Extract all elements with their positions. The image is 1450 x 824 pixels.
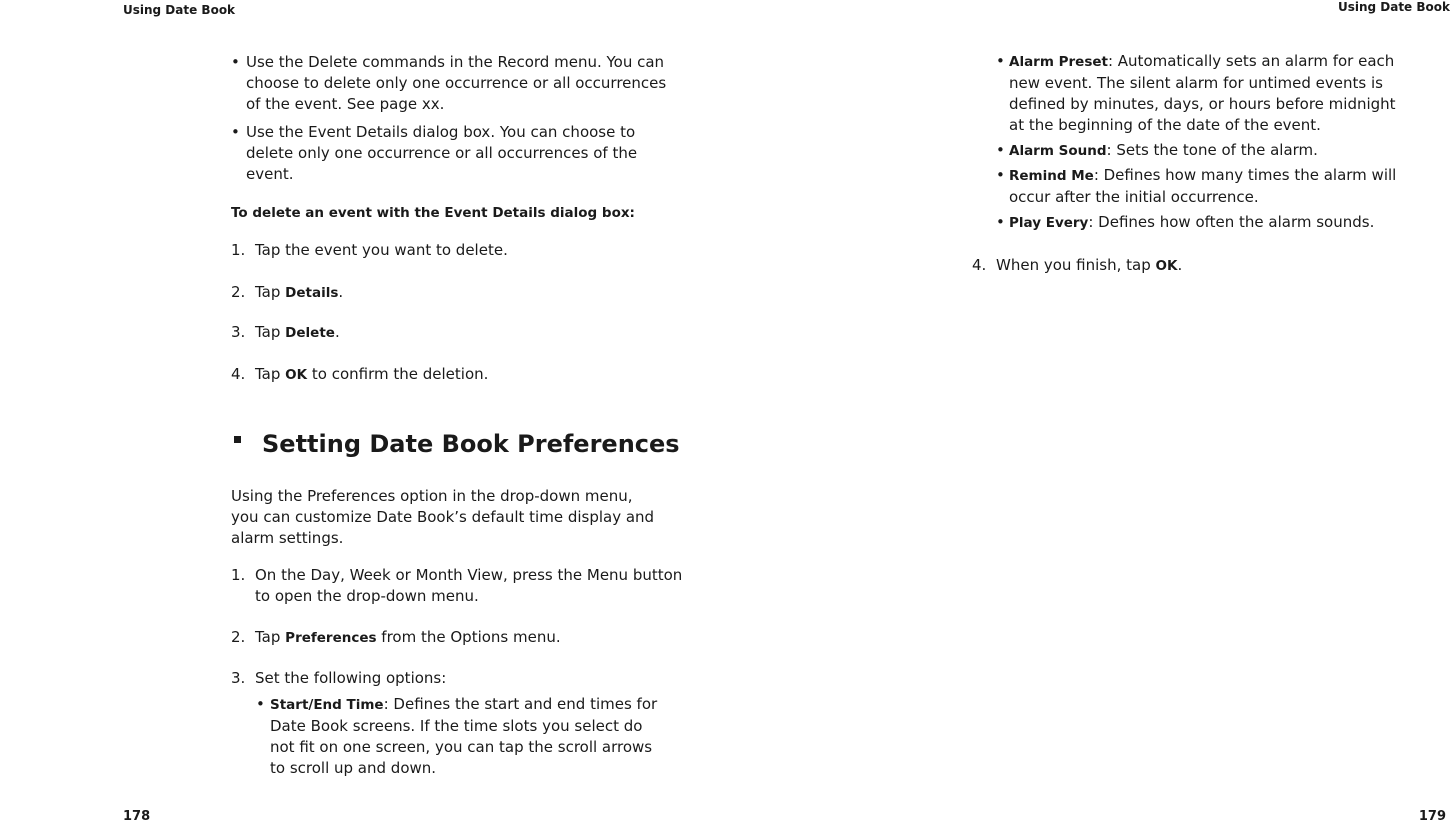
- right-page: [725, 0, 1450, 824]
- option-item: Start/End Time: Defines the start and end times for Date Book screens. If the time slots you select do not fit on one screen, you can tap the scroll arrows to scroll up and down.: [270, 695, 658, 777]
- step-number: 3.: [231, 323, 246, 341]
- step-text: Tap the event you want to delete.: [255, 241, 508, 259]
- bullet-icon: •: [996, 141, 1005, 159]
- page-number: 178: [123, 809, 151, 824]
- page-number: 179: [1418, 809, 1446, 824]
- step-text: Tap Details.: [255, 283, 344, 301]
- bullet-icon: •: [231, 123, 240, 141]
- step-text: When you finish, tap OK.: [996, 256, 1183, 274]
- bullet-item: Use the Delete commands in the Record menu. You can choose to delete only one occurrence or all occurrences of the event. See page xx.: [246, 53, 667, 113]
- section-bullet-icon: [234, 436, 241, 443]
- step-number: 2.: [231, 283, 246, 301]
- step-number: 4.: [231, 365, 246, 383]
- step-number: 1.: [231, 241, 246, 259]
- step-number: 4.: [972, 256, 987, 274]
- step-number: 3.: [231, 669, 246, 687]
- bullet-icon: •: [256, 695, 265, 713]
- step-number: 2.: [231, 628, 246, 646]
- bullet-icon: •: [996, 213, 1005, 231]
- running-header: Using Date Book: [1337, 0, 1450, 14]
- option-item: Remind Me: Defines how many times the alarm will occur after the initial occurrence.: [1009, 166, 1397, 206]
- step-text: Tap OK to confirm the deletion.: [255, 365, 489, 383]
- step-text: Set the following options:: [255, 669, 447, 687]
- bullet-icon: •: [996, 52, 1005, 70]
- bullet-icon: •: [231, 53, 240, 71]
- running-header: Using Date Book: [123, 3, 236, 17]
- step-text: Tap Delete.: [255, 323, 340, 341]
- step-number: 1.: [231, 566, 246, 584]
- option-item: Play Every: Defines how often the alarm sounds.: [1009, 213, 1375, 231]
- step-text: On the Day, Week or Month View, press the Menu button to open the drop-down menu.: [255, 566, 683, 605]
- intro-paragraph: Using the Preferences option in the drop-down menu, you can customize Date Book’s default time display and alarm settings.: [231, 487, 655, 547]
- option-item: Alarm Sound: Sets the tone of the alarm.: [1009, 141, 1318, 159]
- step-text: Tap Preferences from the Options menu.: [255, 628, 561, 646]
- procedure-heading: To delete an event with the Event Details dialog box:: [231, 205, 635, 221]
- bullet-icon: •: [996, 166, 1005, 184]
- section-title: Setting Date Book Preferences: [262, 430, 680, 458]
- bullet-item: Use the Event Details dialog box. You can choose to delete only one occurrence or all occurrences of the event.: [246, 123, 638, 183]
- option-item: Alarm Preset: Automatically sets an alarm for each new event. The silent alarm for untimed events is defined by minutes, days, or hours before midnight at the beginning of the date of the event.: [1009, 52, 1396, 134]
